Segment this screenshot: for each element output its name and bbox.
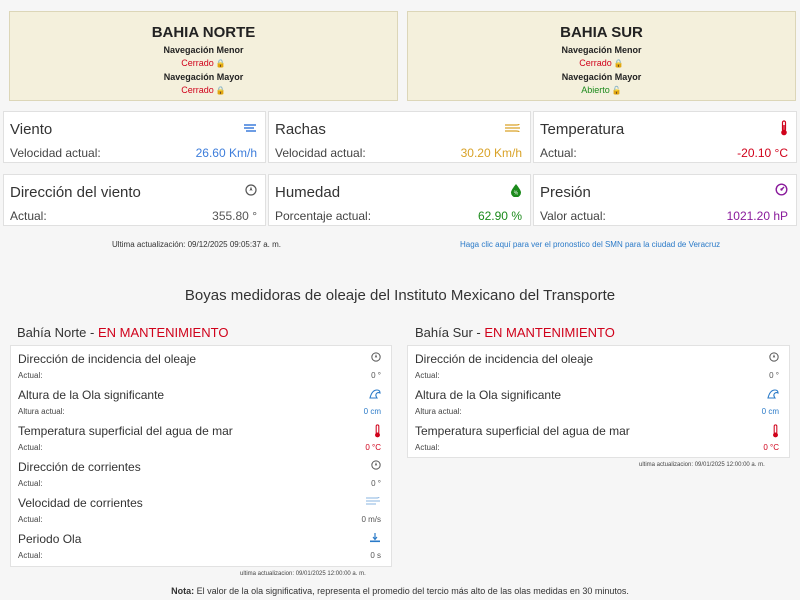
temperature-card	[533, 111, 797, 163]
note-label: Nota:	[171, 586, 195, 596]
pressure-label: Valor actual:	[540, 209, 606, 223]
temperature-value: -20.10 °C	[737, 146, 788, 160]
row-label: Actual:	[18, 443, 43, 452]
thermometer-icon	[780, 120, 788, 139]
list-item	[408, 418, 789, 454]
wind-card	[3, 111, 266, 163]
lock-closed-icon: 🔒	[613, 59, 624, 68]
row-value: 0 °	[769, 371, 779, 380]
wind-direction-card	[3, 174, 266, 226]
compass-icon	[769, 352, 779, 365]
smn-forecast-link[interactable]: Haga clic aquí para ver el pronostico del SMN para la ciudad de Veracruz	[460, 240, 721, 249]
gauge-icon	[775, 183, 788, 199]
buoy-north-update: ultima actualizacion: 09/01/2025 12:00:00 a. m.	[240, 571, 366, 577]
row-label: Actual:	[415, 371, 440, 380]
row-value: 0 m/s	[361, 515, 381, 524]
droplet-icon	[510, 183, 522, 200]
buoy-south-name: Bahía Sur -	[415, 325, 485, 340]
row-value: 0 cm	[761, 407, 779, 416]
gusts-value: 30.20 Km/h	[460, 146, 522, 160]
buoys-section-title: Boyas medidoras de oleaje del Instituto Mexicano del Transporte	[184, 287, 616, 304]
gusts-card	[268, 111, 531, 163]
list-item	[408, 382, 789, 418]
buoy-south-header	[415, 325, 615, 340]
row-value: 0 cm	[363, 407, 381, 416]
row-value: 0 °	[371, 479, 381, 488]
row-name: Temperatura superficial del agua de mar	[415, 424, 630, 438]
temperature-title: Temperatura	[540, 121, 625, 138]
row-value: 0 °	[371, 371, 381, 380]
wave-icon	[767, 388, 779, 402]
bay-north-minor-label: Navegación Menor	[163, 45, 244, 55]
row-value: 0 °C	[365, 443, 381, 452]
compass-icon	[245, 183, 257, 199]
lock-closed-icon: 🔒	[215, 59, 226, 68]
bay-south-title: BAHIA SUR	[560, 24, 643, 41]
row-name: Periodo Ola	[18, 532, 82, 546]
status-text: Cerrado	[181, 58, 214, 68]
status-text: Abierto	[581, 85, 610, 95]
bay-south-minor-label: Navegación Menor	[561, 45, 642, 55]
row-label: Actual:	[18, 515, 43, 524]
humidity-value: 62.90 %	[477, 209, 522, 223]
pressure-title: Presión	[540, 184, 591, 201]
bay-south-card	[407, 11, 796, 101]
wind-value: 26.60 Km/h	[195, 146, 257, 160]
bay-north-major-label: Navegación Mayor	[163, 72, 244, 82]
row-name: Velocidad de corrientes	[18, 496, 143, 510]
wind-direction-label: Actual:	[10, 209, 47, 223]
pressure-card	[533, 174, 797, 226]
significant-wave-note	[0, 586, 800, 596]
row-name: Dirección de incidencia del oleaje	[18, 352, 197, 366]
row-label: Actual:	[18, 551, 43, 560]
pressure-value: 1021.20 hP	[726, 209, 788, 223]
bay-north-major-status	[10, 85, 397, 95]
last-update-text: Ultima actualización: 09/12/2025 09:05:37 a. m.	[112, 240, 281, 249]
row-label: Actual:	[18, 479, 43, 488]
svg-text:%: %	[513, 190, 519, 197]
list-item	[11, 382, 391, 418]
wave-icon	[369, 388, 381, 402]
period-icon	[369, 532, 381, 546]
bay-south-minor-status	[408, 58, 795, 68]
row-value: 0 °C	[763, 443, 779, 452]
bay-north-title: BAHIA NORTE	[151, 24, 256, 41]
compass-icon	[371, 460, 381, 473]
buoy-north-status: EN MANTENIMIENTO	[97, 325, 229, 340]
buoy-south-panel	[407, 345, 790, 458]
humidity-card	[268, 174, 531, 226]
buoy-south-status: EN MANTENIMIENTO	[484, 325, 615, 340]
gusts-label: Velocidad actual:	[275, 146, 366, 160]
bay-north-card	[9, 11, 398, 101]
current-icon	[365, 496, 381, 508]
row-label: Actual:	[18, 371, 43, 380]
row-label: Actual:	[415, 443, 440, 452]
row-name: Altura de la Ola significante	[415, 388, 562, 402]
status-text: Cerrado	[181, 85, 214, 95]
thermometer-icon	[772, 424, 779, 441]
row-name: Altura de la Ola significante	[18, 388, 165, 402]
row-label: Altura actual:	[415, 407, 462, 416]
buoy-north-name: Bahía Norte -	[17, 325, 98, 340]
buoy-north-header	[17, 325, 228, 340]
gust-icon	[504, 120, 522, 136]
list-item	[11, 454, 391, 490]
gusts-title: Rachas	[275, 121, 326, 138]
temperature-label: Actual:	[540, 146, 577, 160]
list-item	[408, 346, 789, 382]
wind-title: Viento	[10, 121, 53, 138]
buoy-north-panel	[10, 345, 392, 567]
wind-icon	[243, 120, 257, 136]
bay-south-major-status	[408, 85, 795, 95]
list-item	[11, 418, 391, 454]
list-item	[11, 526, 391, 562]
bay-south-major-label: Navegación Mayor	[561, 72, 642, 82]
lock-closed-icon: 🔒	[215, 86, 226, 95]
row-name: Dirección de corrientes	[18, 460, 141, 474]
wind-direction-value: 355.80 °	[212, 209, 257, 223]
humidity-label: Porcentaje actual:	[275, 209, 372, 223]
compass-icon	[371, 352, 381, 365]
humidity-title: Humedad	[275, 184, 341, 201]
row-label: Altura actual:	[18, 407, 65, 416]
wind-direction-title: Dirección del viento	[10, 184, 141, 201]
row-value: 0 s	[370, 551, 381, 560]
buoy-south-update: ultima actualizacion: 09/01/2025 12:00:00 a. m.	[639, 462, 765, 468]
row-name: Temperatura superficial del agua de mar	[18, 424, 233, 438]
wind-label: Velocidad actual:	[10, 146, 101, 160]
list-item	[11, 346, 391, 382]
list-item	[11, 490, 391, 526]
note-text: El valor de la ola significativa, representa el promedio del tercio más alto de las olas medidas en 30 minutos.	[194, 586, 629, 596]
lock-open-icon: 🔓	[611, 86, 622, 95]
status-text: Cerrado	[579, 58, 612, 68]
bay-north-minor-status	[10, 58, 397, 68]
row-name: Dirección de incidencia del oleaje	[415, 352, 594, 366]
thermometer-icon	[374, 424, 381, 441]
